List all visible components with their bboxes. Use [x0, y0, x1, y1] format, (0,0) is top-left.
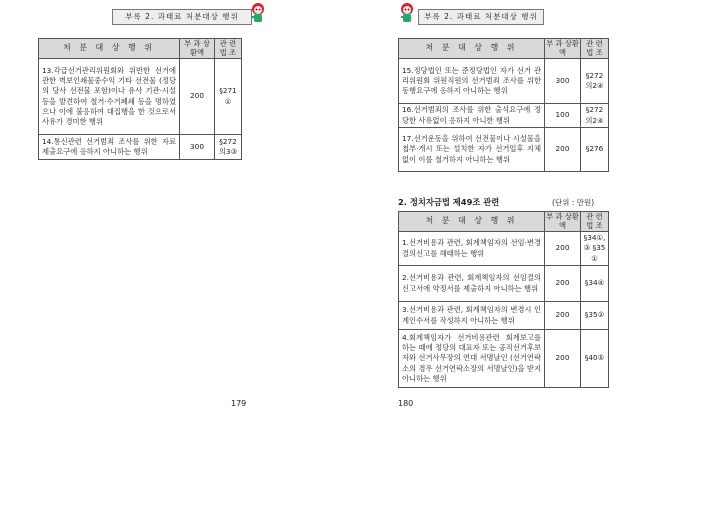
row-amount: 200 [180, 59, 215, 135]
table-row [399, 302, 609, 330]
mascot-icon [249, 2, 267, 24]
row-amount: 300 [545, 59, 581, 104]
row-law: §35② [581, 302, 609, 330]
row-amount: 100 [545, 104, 581, 128]
row-description: 14.통신관련 선거범죄 조사를 위한 자료 제출요구에 응하지 아니하는 행위 [39, 135, 180, 160]
row-law: §34④ [581, 266, 609, 302]
row-law: §271 ① [215, 59, 242, 135]
row-amount: 200 [545, 266, 581, 302]
row-law: §34①, ③ §35① [581, 232, 609, 266]
running-header: 부록 2. 과태료 처분대상 행위 [418, 9, 544, 25]
penalty-table [38, 38, 242, 160]
table-row [399, 104, 609, 128]
row-law: §272 의3③ [215, 135, 242, 160]
row-amount: 200 [545, 302, 581, 330]
table-header-row [399, 39, 609, 59]
table-row [399, 59, 609, 104]
col-header-amount: 부 과 상환액 [546, 212, 579, 230]
penalty-table [398, 38, 609, 172]
page-number: 180 [398, 399, 414, 408]
mascot-icon [398, 2, 416, 24]
row-description: 1.선거비용과 관련, 회계책임자의 선임·변경결의신고를 해태하는 행위 [399, 232, 545, 266]
col-header-amount: 부 과 상환액 [180, 39, 215, 59]
col-header-law: 관 련 법 조 [581, 212, 609, 232]
table-row [399, 330, 609, 388]
penalty-table [398, 211, 609, 388]
col-header-target: 처 분 대 상 행 위 [399, 212, 545, 232]
row-description: 3.선거비용과 관련, 회계책임자의 변경시 인계인수서를 작성하지 아니하는 행위 [399, 302, 545, 330]
row-description: 13.각급선거관리위원회와 위반한 선거에 관한 벽보인쇄물중수익 기타 선전물 (정당의 당사 선전물 포함)이나 유사 기관·시설 등을 발견하여 철거·수거폐쇄 등을 명하였으나 이에 불응하여 대집행을 한 것으로서 사유가 경미한 행위 [39, 59, 180, 135]
table-row [399, 128, 609, 172]
row-description: 2.선거비용과 관련, 회계책임자의 선임결의 신고서에 약정서를 제출하지 아니하는 행위 [399, 266, 545, 302]
running-header: 부록 2. 과태료 처분대상 행위 [112, 9, 252, 25]
table-row [399, 232, 609, 266]
right-page [360, 0, 720, 509]
row-description: 17.선거운동을 위하여 선전물이나 시설물을 첩부·게시 또는 설치한 자가 선거일후 지체없이 이를 철거하지 아니하는 행위 [399, 128, 545, 172]
row-amount: 200 [545, 128, 581, 172]
row-law: §272 의2④ [581, 59, 609, 104]
row-law: §276 [581, 128, 609, 172]
col-header-law: 관 련 법 조 [215, 39, 242, 59]
row-description: 16.선거범죄의 조사를 위한 출석요구에 정당한 사유없이 응하지 아니한 행위 [399, 104, 545, 128]
table-row [399, 266, 609, 302]
row-law: §40⑤ [581, 330, 609, 388]
table-header-row [39, 39, 242, 59]
row-amount: 200 [545, 232, 581, 266]
col-header-amount: 부 과 상환액 [546, 39, 579, 57]
section-title: 2. 정치자금법 제49조 관련 [398, 197, 500, 207]
col-header-target: 처 분 대 상 행 위 [39, 39, 180, 59]
row-law: §272 의2④ [581, 104, 609, 128]
row-description: 15.정당법인 또는 준정당법인 자가 선거 관리위원회 위원직원의 선거범죄 조사를 위한 동행요구에 응하지 아니하는 행위 [399, 59, 545, 104]
col-header-law: 관 련 법 조 [581, 39, 609, 59]
col-header-target: 처 분 대 상 행 위 [399, 39, 545, 59]
table-row [39, 135, 242, 160]
table-row [39, 59, 242, 135]
row-amount: 300 [180, 135, 215, 160]
table-header-row [399, 212, 609, 232]
unit-label: (단위 : 만원) [552, 198, 595, 207]
row-amount: 200 [545, 330, 581, 388]
row-description: 4.회계책임자가 선거비용관련 회계보고를 하는 때에 정당의 대표자 또는 공직선거후보자와 선거사무장의 연대 서명날인 (선거연락소의 경우 선거연락소장의 서명날인)을 받지 아니하는 행위 [399, 330, 545, 388]
page-number: 179 [231, 399, 247, 408]
